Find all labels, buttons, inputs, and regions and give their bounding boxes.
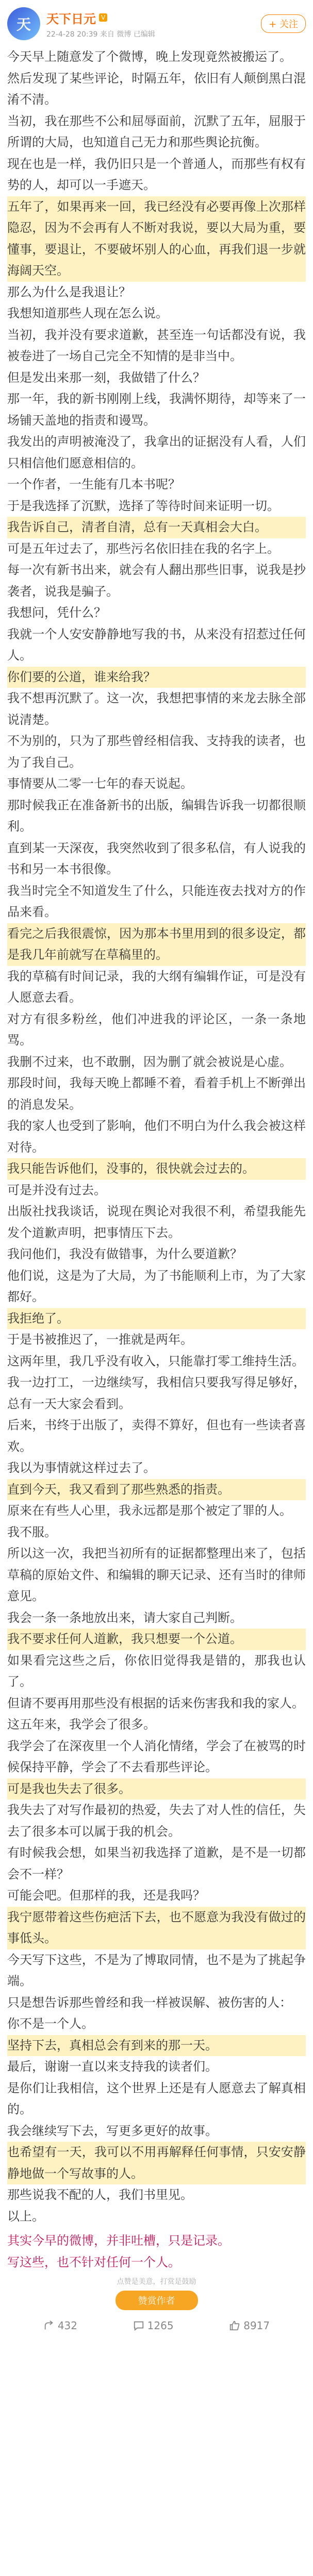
highlighted-paragraph: 可是我也失去了很多。 — [7, 1778, 306, 1800]
highlighted-paragraph: 我拒绝了。 — [7, 1308, 306, 1330]
highlighted-paragraph: 我不要求任何人道歉，我只想要一个公道。 — [7, 1629, 306, 1650]
paragraph: 我想知道那些人现在怎么说。 — [7, 306, 168, 320]
paragraph: 事情要从二零一七年的春天说起。 — [7, 776, 193, 791]
avatar[interactable] — [7, 7, 40, 40]
paragraph: 这五年来，我学会了很多。 — [7, 1717, 156, 1732]
paragraph: 我删不过来，也不敢删，因为删了就会被说是心虚。 — [7, 1054, 292, 1069]
post-header — [0, 0, 313, 43]
paragraph: 那么为什么是我退让？ — [7, 284, 131, 299]
share-count: 432 — [57, 2319, 78, 2332]
paragraph: 不为别的，只为了那些曾经相信我、支持我的读者，也为了我自己。 — [7, 734, 306, 770]
paragraph: 我不想再沉默了。这一次，我想把事情的来龙去脉全部说清楚。 — [7, 691, 306, 727]
paragraph: 当初，我在那些不公和屈辱面前，沉默了五年，屈服于所谓的大局，也知道自己无力和那些舆论抗衡。 — [7, 113, 306, 149]
paragraph: 所以这一次，我把当初所有的证据都整理出来了，包括草稿的原始文件、和编辑的聊天记录、还有当时的律师意见。 — [7, 1546, 306, 1603]
like-count: 8917 — [243, 2319, 270, 2332]
action-bar — [0, 2310, 313, 2332]
paragraph: 如果看完这些之后，你依旧觉得我是错的，那我也认了。 — [7, 1653, 306, 1689]
paragraph: 然后发现了某些评论，时隔五年，依旧有人颠倒黑白混淆不清。 — [7, 71, 306, 107]
paragraph: 我学会了在深夜里一个人消化情绪，学会了在被骂的时候保持平静，学会了不去看那些评论。 — [7, 1738, 306, 1774]
paragraph: 那段时间，我每天晚上都睡不着，看着手机上不断弹出的消息发呆。 — [7, 1076, 306, 1112]
paragraph: 于是我选择了沉默，选择了等待时间来证明一切。 — [7, 498, 279, 513]
paragraph: 这两年里，我几乎没有收入，只能靠打零工维持生活。 — [7, 1353, 304, 1368]
paragraph: 我一边打工，一边继续写，我相信只要我写得足够好，总有一天大家会看到。 — [7, 1375, 306, 1411]
paragraph: 只是想告诉那些曾经和我一样被误解、被伤害的人： — [7, 1995, 292, 2010]
comment-count: 1265 — [147, 2319, 174, 2332]
paragraph: 当初，我并没有要求道歉，甚至连一句话都没有说，我被卷进了一场自己完全不知情的是非当中。 — [7, 327, 306, 363]
paragraph: 我问他们，我没有做错事，为什么要道歉？ — [7, 1247, 242, 1261]
paragraph: 那一年，我的新书刚刚上线，我满怀期待，却等来了一场铺天盖地的指责和谩骂。 — [7, 392, 306, 428]
tail-line: 其实今早的微博，并非吐槽，只是记录。 — [7, 2233, 230, 2248]
paragraph: 今天早上随意发了个微博，晚上发现竟然被搬运了。 — [7, 49, 292, 64]
paragraph: 原来在有些人心里，我永远都是那个被定了罪的人。 — [7, 1503, 292, 1518]
reward-hint: 点赞是美意，打赏是鼓励 — [117, 2278, 196, 2286]
share-action[interactable] — [43, 2319, 77, 2332]
comment-icon — [133, 2320, 144, 2331]
paragraph: 可能会吧。但那样的我，还是我吗？ — [7, 1888, 205, 1903]
highlighted-paragraph: 五年了，如果再来一回，我已经没有必要再像上次那样隐忍，因为不会再有人不断对我说，要以大局为重，要懂事，要退让，不要破坏别人的心血，再我们退一步就海阔天空。 — [7, 196, 306, 282]
paragraph: 那些说我不配的人，我们书里见。 — [7, 2188, 193, 2202]
author-block — [46, 9, 155, 39]
paragraph: 出版社找我谈话，说现在舆论对我很不利，希望我能先发个道歉声明，把事情压下去。 — [7, 1204, 306, 1240]
paragraph: 但请不要再用那些没有根据的话来伤害我和我的家人。 — [7, 1696, 304, 1710]
post-content — [0, 43, 313, 2227]
paragraph: 每一次有新书出来，就会有人翻出那些旧事，说我是抄袭者，说我是骗子。 — [7, 563, 306, 599]
highlighted-paragraph: 也希望有一天，我可以不用再解释任何事情，只安安静静地做一个写故事的人。 — [7, 2142, 306, 2184]
paragraph: 我会继续写下去，写更多更好的故事。 — [7, 2123, 218, 2138]
paragraph: 我失去了对写作最初的热爱，失去了对人性的信任，失去了很多本可以属于我的机会。 — [7, 1803, 306, 1839]
paragraph: 一个作者，一生能有几本书呢？ — [7, 477, 180, 492]
paragraph: 我想问，凭什么？ — [7, 605, 106, 620]
follow-button[interactable]: + 关注 — [261, 14, 306, 33]
highlighted-paragraph: 我宁愿带着这些伤疤活下去，也不愿意为我没有做过的事低头。 — [7, 1907, 306, 1950]
author-row — [46, 9, 155, 27]
paragraph: 我以为事情就这样过去了。 — [7, 1461, 156, 1475]
paragraph: 你不是一个人。 — [7, 2016, 94, 2031]
paragraph: 他们说，这是为了大局，为了书能顺利上市，为了大家都好。 — [7, 1268, 306, 1304]
paragraph: 可是并没有过去。 — [7, 1182, 106, 1197]
tail-line: 写这些，也不针对任何一个人。 — [7, 2255, 180, 2269]
avatar-letter: 天 — [16, 16, 31, 33]
highlighted-paragraph: 看完之后我很震惊，因为那本书里用到的很多设定，都是我几年前就写在草稿里的。 — [7, 923, 306, 966]
highlighted-paragraph: 我只能告诉他们，没事的，很快就会过去的。 — [7, 1158, 306, 1180]
paragraph: 现在也是一样，我仍旧只是一个普通人，而那些有权有势的人，却可以一手遮天。 — [7, 156, 306, 192]
paragraph: 我不服。 — [7, 1524, 57, 1539]
paragraph: 后来，书终于出版了，卖得不算好，但也有一些读者喜欢。 — [7, 1418, 306, 1454]
paragraph: 最后，谢谢一直以来支持我的读者们。 — [7, 2059, 218, 2074]
highlighted-paragraph: 你们要的公道，谁来给我？ — [7, 667, 306, 688]
paragraph: 于是书被推迟了，一推就是两年。 — [7, 1332, 193, 1347]
paragraph: 是你们让我相信，这个世界上还是有人愿意去了解真相的。 — [7, 2080, 306, 2116]
paragraph: 对方有很多粉丝，他们冲进我的评论区，一条一条地骂。 — [7, 1011, 306, 1047]
thumbs-up-icon — [229, 2320, 240, 2331]
paragraph: 可是五年过去了，那些污名依旧挂在我的名字上。 — [7, 541, 279, 556]
share-icon — [43, 2320, 55, 2331]
paragraph: 我发出的声明被淹没了，我拿出的证据没有人看，人们只相信他们愿意相信的。 — [7, 434, 306, 470]
paragraph: 我就一个人安安静静地写我的书，从来没有招惹过任何人。 — [7, 626, 306, 663]
post-meta: 22-4-28 20:39 来自 微博 已编辑 — [46, 30, 155, 39]
paragraph: 直到某一天深夜，我突然收到了很多私信，有人说我的书和另一本书很像。 — [7, 840, 306, 876]
paragraph: 我的家人也受到了影响，他们不明白为什么我会被这样对待。 — [7, 1118, 306, 1155]
paragraph: 有时候我会想，如果当初我选择了道歉，是不是一切都会不一样？ — [7, 1845, 306, 1882]
highlighted-paragraph: 坚持下去，真相总会有到来的那一天。 — [7, 2035, 306, 2057]
vip-badge: V — [99, 13, 107, 22]
like-action[interactable] — [229, 2319, 270, 2332]
paragraph: 我会一条一条地放出来，请大家自己判断。 — [7, 1610, 242, 1625]
reward-button[interactable]: 赞赏作者 — [116, 2291, 198, 2310]
paragraph: 那时候我正在准备新书的出版，编辑告诉我一切都很顺利。 — [7, 798, 306, 834]
comment-action[interactable] — [133, 2319, 174, 2332]
paragraph: 以上。 — [7, 2209, 44, 2224]
paragraph: 我的草稿有时间记录，我的大纲有编辑作证，可是没有人愿意去看。 — [7, 969, 306, 1005]
paragraph: 今天写下这些，不是为了博取同情，也不是为了挑起争端。 — [7, 1952, 306, 1988]
author-name[interactable]: 天下日元 — [46, 11, 96, 26]
highlighted-paragraph: 我告诉自己，清者自清，总有一天真相会大白。 — [7, 517, 306, 538]
highlighted-paragraph: 直到今天，我又看到了那些熟悉的指责。 — [7, 1479, 306, 1501]
paragraph: 我当时完全不知道发生了什么，只能连夜去找对方的作品来看。 — [7, 883, 306, 919]
post-tail — [0, 2227, 313, 2273]
paragraph: 但是发出来那一刻，我做错了什么？ — [7, 370, 205, 385]
